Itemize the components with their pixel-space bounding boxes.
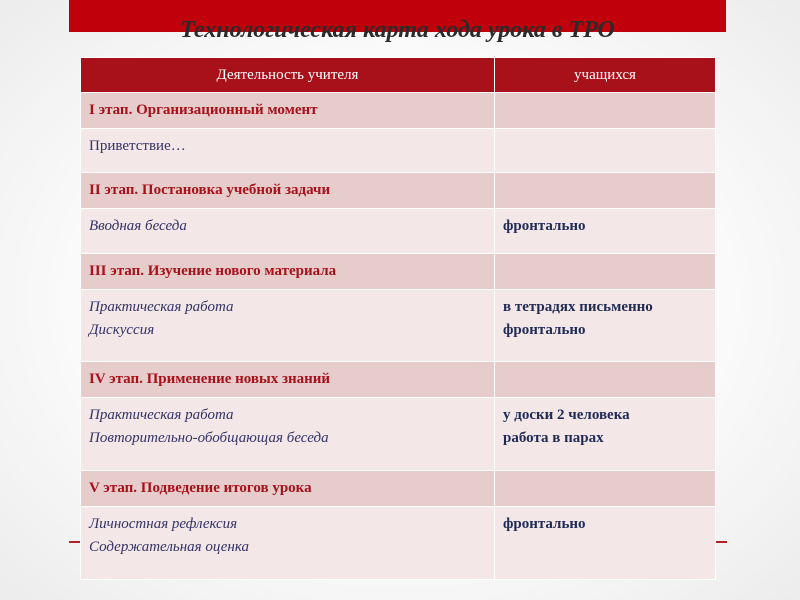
cell-line: V этап. Подведение итогов урока (89, 480, 312, 497)
stage-row (81, 362, 716, 398)
teacher-activity-cell (81, 507, 495, 580)
teacher-activity-cell (81, 398, 495, 471)
cell-line: Содержательная оценка (89, 539, 249, 556)
stage-title-cell (81, 362, 495, 398)
students-activity-cell (495, 93, 716, 129)
students-activity-cell (495, 507, 716, 580)
cell-line: Вводная беседа (89, 218, 187, 235)
stage-row (81, 93, 716, 129)
cell-line: I этап. Организационный момент (89, 102, 318, 118)
stage-title-cell (81, 93, 495, 129)
cell-line: Повторительно-обобщающая беседа (89, 430, 329, 447)
students-activity-cell (495, 209, 716, 253)
cell-line: в тетрадях письменно (503, 298, 653, 315)
table-row (81, 209, 716, 253)
stage-row (81, 253, 716, 289)
students-activity-cell (495, 289, 716, 362)
stage-title-cell (81, 173, 495, 209)
cell-line: фронтально (503, 218, 586, 235)
cell-line: Приветствие… (89, 138, 186, 154)
students-activity-cell (495, 173, 716, 209)
cell-line: Дискуссия (89, 321, 155, 338)
cell-line: у доски 2 человека (503, 407, 630, 424)
stage-row (81, 471, 716, 507)
students-activity-cell (495, 398, 716, 471)
lesson-map-table (80, 57, 716, 580)
header-teacher-activity: Деятельность учителя (81, 58, 495, 93)
teacher-activity-cell (81, 129, 495, 173)
students-activity-cell (495, 471, 716, 507)
students-activity-cell (495, 129, 716, 173)
cell-line: фронтально (503, 321, 586, 338)
teacher-activity-cell (81, 289, 495, 362)
table-row (81, 129, 716, 173)
stage-title-cell (81, 253, 495, 289)
students-activity-cell (495, 362, 716, 398)
header-students: учащихся (495, 58, 716, 93)
table-row (81, 507, 716, 580)
cell-line: фронтально (503, 516, 586, 533)
table-header-row (81, 58, 716, 93)
cell-line: Практическая работа (89, 407, 234, 424)
stage-title-cell (81, 471, 495, 507)
students-activity-cell (495, 253, 716, 289)
table-row (81, 289, 716, 362)
page-title: Технологическая карта хода урока в ТРО (180, 17, 615, 43)
cell-line: II этап. Постановка учебной задачи (89, 182, 331, 199)
cell-line: Практическая работа (89, 298, 234, 315)
cell-line: работа в парах (503, 430, 604, 447)
stage-row (81, 173, 716, 209)
cell-line: III этап. Изучение нового материала (89, 262, 337, 279)
teacher-activity-cell (81, 209, 495, 253)
table-row (81, 398, 716, 471)
cell-line: Личностная рефлексия (89, 516, 238, 533)
cell-line: IV этап. Применение новых знаний (89, 371, 331, 388)
